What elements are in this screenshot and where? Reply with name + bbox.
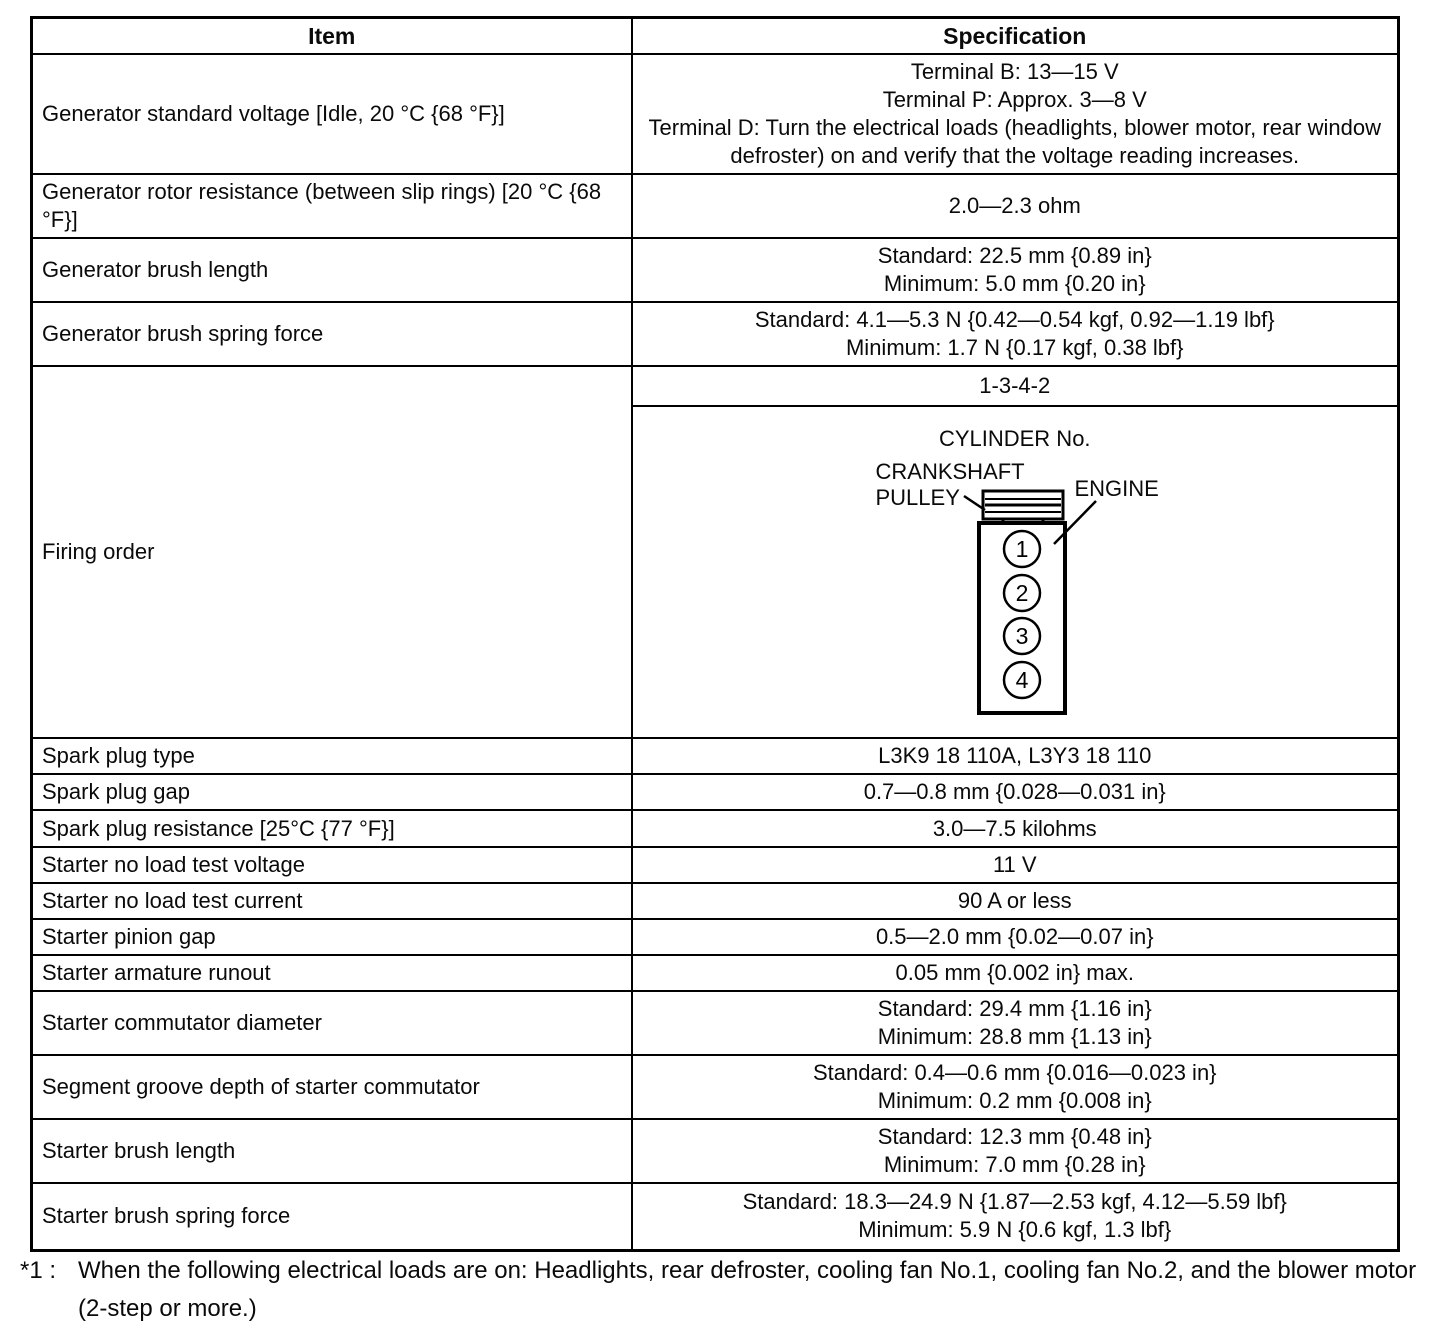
item-cell	[32, 883, 632, 919]
spec-line: Minimum: 0.2 mm {0.008 in}	[877, 1088, 1152, 1113]
spec-line: Standard: 22.5 mm {0.89 in}	[877, 243, 1152, 268]
spec-cell	[632, 810, 1399, 847]
footnote	[20, 1252, 1418, 1324]
cylinder-number: 1	[1015, 536, 1028, 562]
spec-cell	[632, 1055, 1399, 1119]
spec-cell	[632, 366, 1399, 738]
table-row	[32, 174, 1399, 238]
spec-line: Standard: 18.3—24.9 N {1.87—2.53 kgf, 4.12—5.59 lbf}	[742, 1189, 1287, 1215]
spec-line: 0.5—2.0 mm {0.02—0.07 in}	[875, 924, 1154, 949]
spec-line: Minimum: 1.7 N {0.17 kgf, 0.38 lbf}	[845, 335, 1184, 360]
cylinder-diagram-art	[633, 407, 1398, 737]
table-row	[32, 919, 1399, 955]
item-text: Starter no load test current	[42, 888, 303, 913]
item-text: Starter brush spring force	[42, 1203, 291, 1229]
spec-cell	[632, 1183, 1399, 1250]
spec-table	[30, 16, 1400, 1252]
table-row	[32, 1119, 1399, 1183]
item-text: Starter pinion gap	[42, 924, 216, 949]
item-cell	[32, 174, 632, 238]
table-row	[32, 238, 1399, 302]
table-row	[32, 955, 1399, 991]
item-text: Starter commutator diameter	[42, 1010, 322, 1035]
spec-line: 11 V	[992, 852, 1037, 877]
item-text: Firing order	[42, 539, 155, 564]
item-text: Generator rotor resistance (between slip rings) [20 °C {68 °F}]	[42, 179, 602, 232]
table-row	[32, 302, 1399, 366]
item-cell	[32, 738, 632, 774]
item-text: Starter armature runout	[42, 960, 271, 985]
spec-line: 3.0—7.5 kilohms	[932, 815, 1097, 841]
item-cell	[32, 366, 632, 738]
cylinder-number: 4	[1015, 667, 1028, 693]
table-row	[32, 883, 1399, 919]
spec-line: 90 A or less	[957, 888, 1072, 913]
spec-line: Terminal P: Approx. 3—8 V	[882, 87, 1147, 112]
table-row	[32, 54, 1399, 174]
item-text: Starter brush length	[42, 1138, 236, 1163]
cylinder-number: 2	[1015, 580, 1028, 606]
item-cell	[32, 1119, 632, 1183]
spec-cell	[632, 883, 1399, 919]
spec-cell	[632, 919, 1399, 955]
spec-line: Standard: 12.3 mm {0.48 in}	[877, 1124, 1152, 1149]
spec-cell	[632, 991, 1399, 1055]
spec-line: Standard: 4.1—5.3 N {0.42—0.54 kgf, 0.92—1.19 lbf}	[754, 307, 1275, 332]
spec-line: 0.05 mm {0.002 in} max.	[895, 960, 1134, 985]
item-cell	[32, 991, 632, 1055]
item-cell	[32, 1055, 632, 1119]
item-text: Starter no load test voltage	[42, 852, 305, 877]
cylinder-no-title: CYLINDER No.	[938, 426, 1091, 451]
item-text: Segment groove depth of starter commutator	[42, 1074, 480, 1099]
item-cell	[32, 919, 632, 955]
item-text: Generator brush length	[42, 257, 269, 282]
item-cell	[32, 955, 632, 991]
spec-cell	[632, 238, 1399, 302]
spec-line: Terminal B: 13—15 V	[910, 59, 1119, 84]
item-text: Generator brush spring force	[42, 321, 324, 346]
item-text: Generator standard voltage [Idle, 20 °C {68 °F}]	[42, 101, 505, 126]
table-row	[32, 774, 1399, 810]
spec-line: Standard: 0.4—0.6 mm {0.016—0.023 in}	[812, 1060, 1217, 1085]
spec-line: Minimum: 28.8 mm {1.13 in}	[877, 1024, 1152, 1049]
spec-cell	[632, 1119, 1399, 1183]
cylinder-diagram	[633, 407, 1398, 737]
table-row	[32, 738, 1399, 774]
spec-line: L3K9 18 110A, L3Y3 18 110	[878, 743, 1152, 768]
engine-label: ENGINE	[1074, 476, 1159, 501]
item-cell	[32, 1183, 632, 1250]
spec-line: Standard: 29.4 mm {1.16 in}	[877, 996, 1152, 1021]
col-header-specification: Specification	[632, 18, 1399, 55]
table-row	[32, 847, 1399, 883]
spec-line: Terminal D: Turn the electrical loads (headlights, blower motor, rear window defroster) on and verify that the voltage reading increases.	[648, 115, 1381, 168]
col-header-item: Item	[32, 18, 632, 55]
cylinder-number: 3	[1015, 623, 1028, 649]
spec-line: 0.7—0.8 mm {0.028—0.031 in}	[863, 779, 1166, 804]
spec-cell	[632, 54, 1399, 174]
footnote-text: When the following electrical loads are on: Headlights, rear defroster, cooling fan No.1, cooling fan No.2, and the blower motor (2-step or more.)	[78, 1257, 1417, 1322]
item-cell	[32, 810, 632, 847]
spec-cell	[632, 847, 1399, 883]
item-cell	[32, 54, 632, 174]
spec-line: Minimum: 7.0 mm {0.28 in}	[883, 1152, 1146, 1177]
item-cell	[32, 238, 632, 302]
item-text: Spark plug gap	[42, 779, 190, 804]
item-cell	[32, 847, 632, 883]
item-cell	[32, 774, 632, 810]
footnote-marker: *1 :	[20, 1257, 57, 1284]
table-row-firing-order	[32, 366, 1399, 738]
spec-cell	[632, 774, 1399, 810]
spec-line: 2.0—2.3 ohm	[948, 193, 1081, 218]
spec-line: Minimum: 5.0 mm {0.20 in}	[883, 271, 1146, 296]
item-cell	[32, 302, 632, 366]
table-header-row	[32, 18, 1399, 55]
table-row	[32, 810, 1399, 847]
crankshaft-pulley-label: CRANKSHAFT PULLEY	[875, 459, 1025, 510]
spec-cell	[632, 738, 1399, 774]
table-row	[32, 1183, 1399, 1250]
spec-cell	[632, 955, 1399, 991]
item-text: Spark plug type	[42, 743, 195, 768]
spec-line: Minimum: 5.9 N {0.6 kgf, 1.3 lbf}	[858, 1217, 1172, 1243]
spec-cell	[632, 174, 1399, 238]
spec-cell	[632, 302, 1399, 366]
item-text: Spark plug resistance [25°C {77 °F}]	[42, 815, 395, 841]
table-row	[32, 1055, 1399, 1119]
firing-order-value: 1-3-4-2	[633, 367, 1398, 407]
table-row	[32, 991, 1399, 1055]
